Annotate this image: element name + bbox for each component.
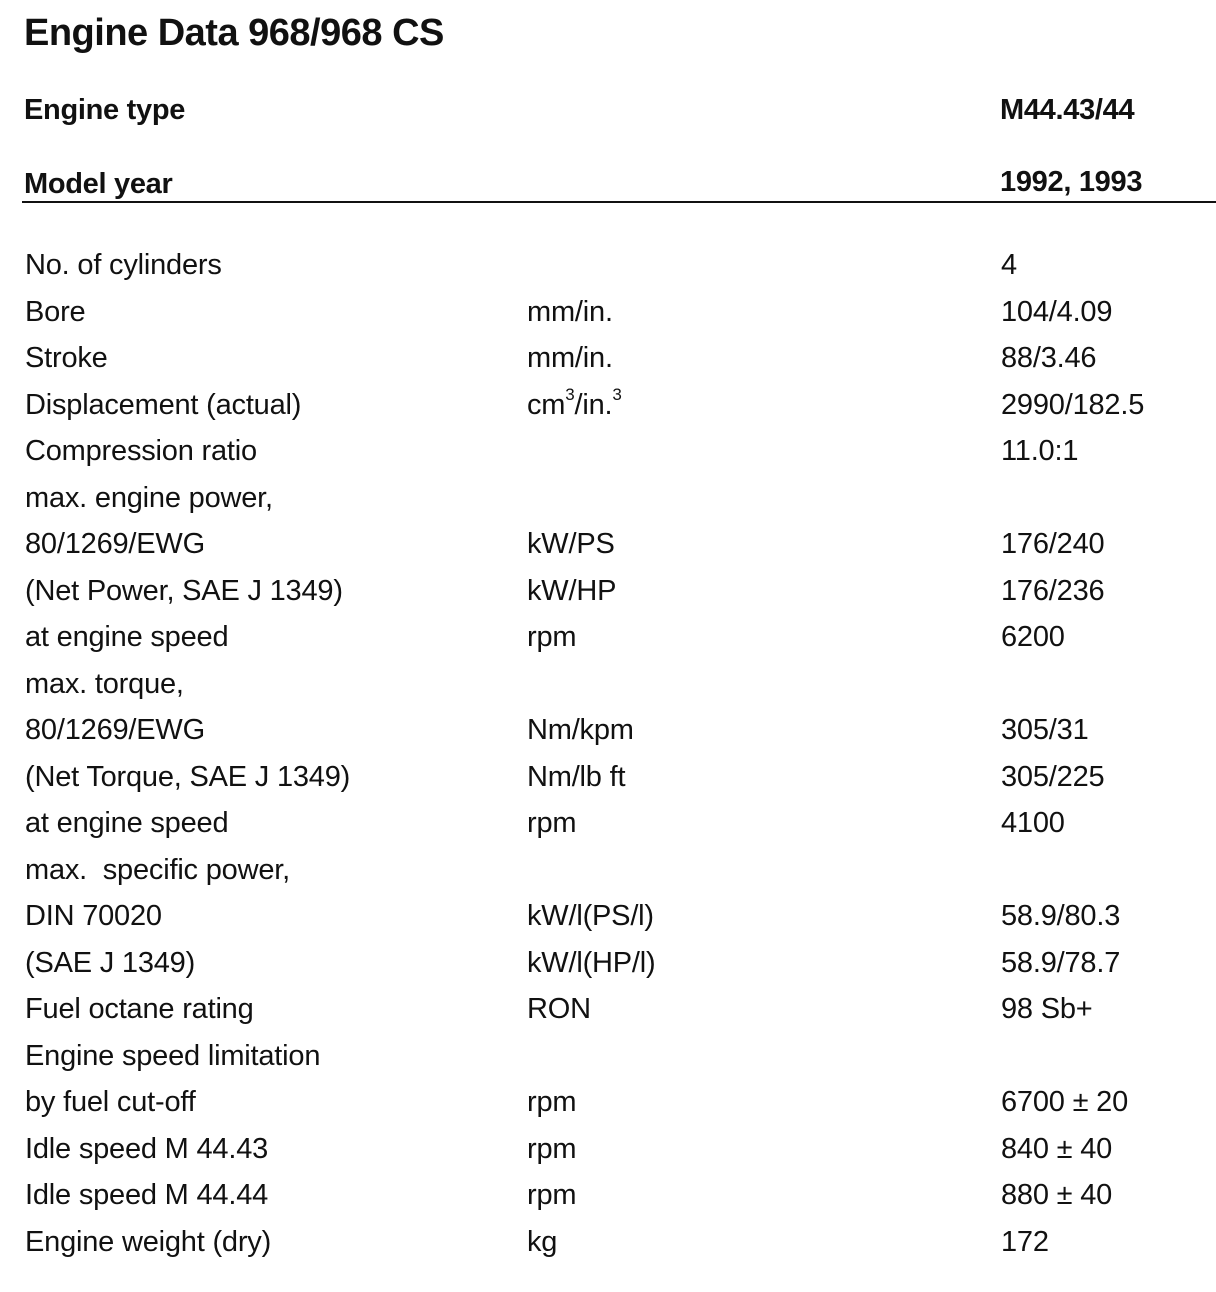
row-label: (Net Torque, SAE J 1349) [25,760,351,793]
row-label: (Net Power, SAE J 1349) [25,574,343,607]
row-label: Idle speed M 44.43 [25,1132,269,1165]
table-row [0,336,1216,383]
model-year-value: 1992, 1993 [1000,166,1143,198]
table-row [0,848,1216,895]
row-label: No. of cylinders [25,249,222,281]
row-value: 2990/182.5 [1001,388,1145,421]
row-label: 80/1269/EWG [25,714,205,746]
row-value: 176/240 [1001,528,1105,560]
row-unit: rpm [527,1086,577,1118]
row-unit: mm/in. [527,295,613,328]
table-row [0,941,1216,988]
row-value: 4 [1001,249,1017,281]
row-value: 58.9/78.7 [1001,946,1121,979]
row-unit: Nm/lb ft [527,760,626,793]
row-value: 98 Sb+ [1001,993,1093,1025]
table-row [0,569,1216,616]
table-row [0,1173,1216,1220]
table-row [0,1034,1216,1081]
row-label: at engine speed [25,621,229,653]
row-value: 58.9/80.3 [1001,900,1121,932]
row-value: 840 ± 40 [1001,1132,1113,1165]
row-label: Compression ratio [25,435,257,467]
row-label: Engine weight (dry) [25,1225,272,1258]
row-label: max. torque, [25,667,184,700]
unit-superscript: 3 [612,384,622,404]
table-row [0,755,1216,802]
row-value: 88/3.46 [1001,342,1097,374]
row-unit: Nm/kpm [527,714,634,746]
row-value: 172 [1001,1225,1049,1258]
table-row [0,429,1216,476]
table-row [0,662,1216,709]
row-label: Bore [25,295,86,328]
row-label: Displacement (actual) [25,388,302,421]
row-label: max. engine power, [25,481,273,514]
row-label: by fuel cut-off [25,1086,196,1118]
row-value: 880 ± 40 [1001,1179,1113,1211]
row-unit: kW/PS [527,528,615,560]
row-value: 6200 [1001,621,1065,653]
header-divider [22,201,1216,203]
row-value: 305/31 [1001,714,1089,746]
row-value: 6700 ± 20 [1001,1086,1129,1118]
row-label: 80/1269/EWG [25,528,205,560]
row-value: 176/236 [1001,574,1105,607]
row-unit: rpm [527,1132,577,1165]
table-row [0,522,1216,569]
unit-part: /in. [574,388,613,421]
row-label: Fuel octane rating [25,993,254,1025]
engine-type-label: Engine type [24,94,186,126]
table-row [0,894,1216,941]
row-unit: kW/l(HP/l) [527,946,656,979]
table-row [0,290,1216,337]
row-label: at engine speed [25,807,229,839]
table-row [0,615,1216,662]
row-label: Stroke [25,342,108,374]
row-label: DIN 70020 [25,900,162,932]
engine-type-value: M44.43/44 [1000,94,1135,126]
row-value: 4100 [1001,807,1065,839]
table-row [0,1127,1216,1174]
row-unit: rpm [527,621,577,653]
table-row [0,476,1216,523]
row-label: Idle speed M 44.44 [25,1179,269,1211]
table-row [0,383,1216,430]
unit-part: cm [527,388,566,421]
row-value: 305/225 [1001,760,1105,793]
table-row [0,708,1216,755]
page-title: Engine Data 968/968 CS [24,12,444,54]
table-row [0,987,1216,1034]
row-label: Engine speed limitation [25,1039,321,1072]
row-unit: kg [527,1225,558,1258]
row-label: max. specific power, [25,853,290,886]
row-value: 104/4.09 [1001,295,1113,328]
model-year-label: Model year [24,168,173,200]
row-unit: kW/l(PS/l) [527,900,654,932]
table-row [0,243,1216,290]
unit-superscript: 3 [565,384,575,404]
table-row [0,801,1216,848]
row-unit [527,384,622,422]
row-label: (SAE J 1349) [25,946,196,979]
row-value: 11.0:1 [1001,435,1079,467]
table-row [0,1080,1216,1127]
row-unit: kW/HP [527,574,617,607]
row-unit: RON [527,993,591,1025]
table-row [0,1220,1216,1267]
row-unit: rpm [527,807,577,839]
row-unit: rpm [527,1179,577,1211]
row-unit: mm/in. [527,342,613,374]
engine-data-table [0,243,1216,1266]
